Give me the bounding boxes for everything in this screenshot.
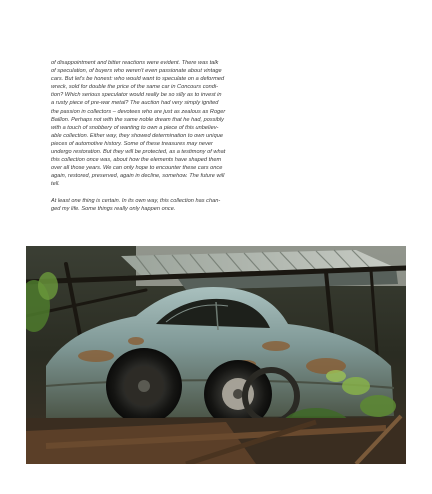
paragraph-2 (51, 197, 256, 213)
text-line: wreck, sold for double the price of the same car in Concours condi- (51, 84, 219, 91)
text-line: of speculation, of buyers who weren't even passionate about vintage (51, 68, 222, 75)
barn-car-illustration (26, 246, 406, 464)
text-line: with a touch of snobbery of wanting to own a piece of this unbeliev- (51, 124, 219, 131)
article-text (51, 59, 256, 213)
ground-debris (26, 416, 406, 464)
text-line: cars. But let's be honest: who would want to speculate on a deformed (51, 76, 225, 83)
text-line: again, restored, preserved, again in decline, somehow. The future will (51, 173, 225, 180)
text-line: this collection once was, about how the elements have shaped them (51, 157, 222, 164)
text-line: able collection. Either way, they showed determination to own unique (51, 132, 223, 139)
text-line: Baillon. Perhaps not with the same noble dream that he had, possibly (51, 116, 225, 123)
text-line: At least one thing is certain. In its own way, this collection has chan- (51, 197, 221, 204)
text-line: tell. (51, 181, 60, 188)
text-line: tion? Which serious speculator would really be so silly as to invest in (51, 92, 222, 99)
text-line: of disappointment and bitter reactions were evident. There was talk (51, 60, 219, 66)
paragraph-1 (51, 59, 256, 189)
rusty-car-photo (26, 246, 406, 464)
text-line: over all those years. We can only hope to encounter these cars once (51, 165, 223, 172)
text-line: pieces of automotive history. Some of these treasures may never (51, 140, 213, 147)
text-line: a rusty piece of pre-war metal? The auction had very simply ignited (51, 100, 219, 107)
text-line: undergo restoration. But they will be protected, as a testimony of what (51, 149, 226, 156)
text-line: the passion in collectors – devotees who are just as zealous as Roger (51, 108, 226, 115)
text-line: ged my life. Some things really only happen once. (51, 205, 176, 212)
